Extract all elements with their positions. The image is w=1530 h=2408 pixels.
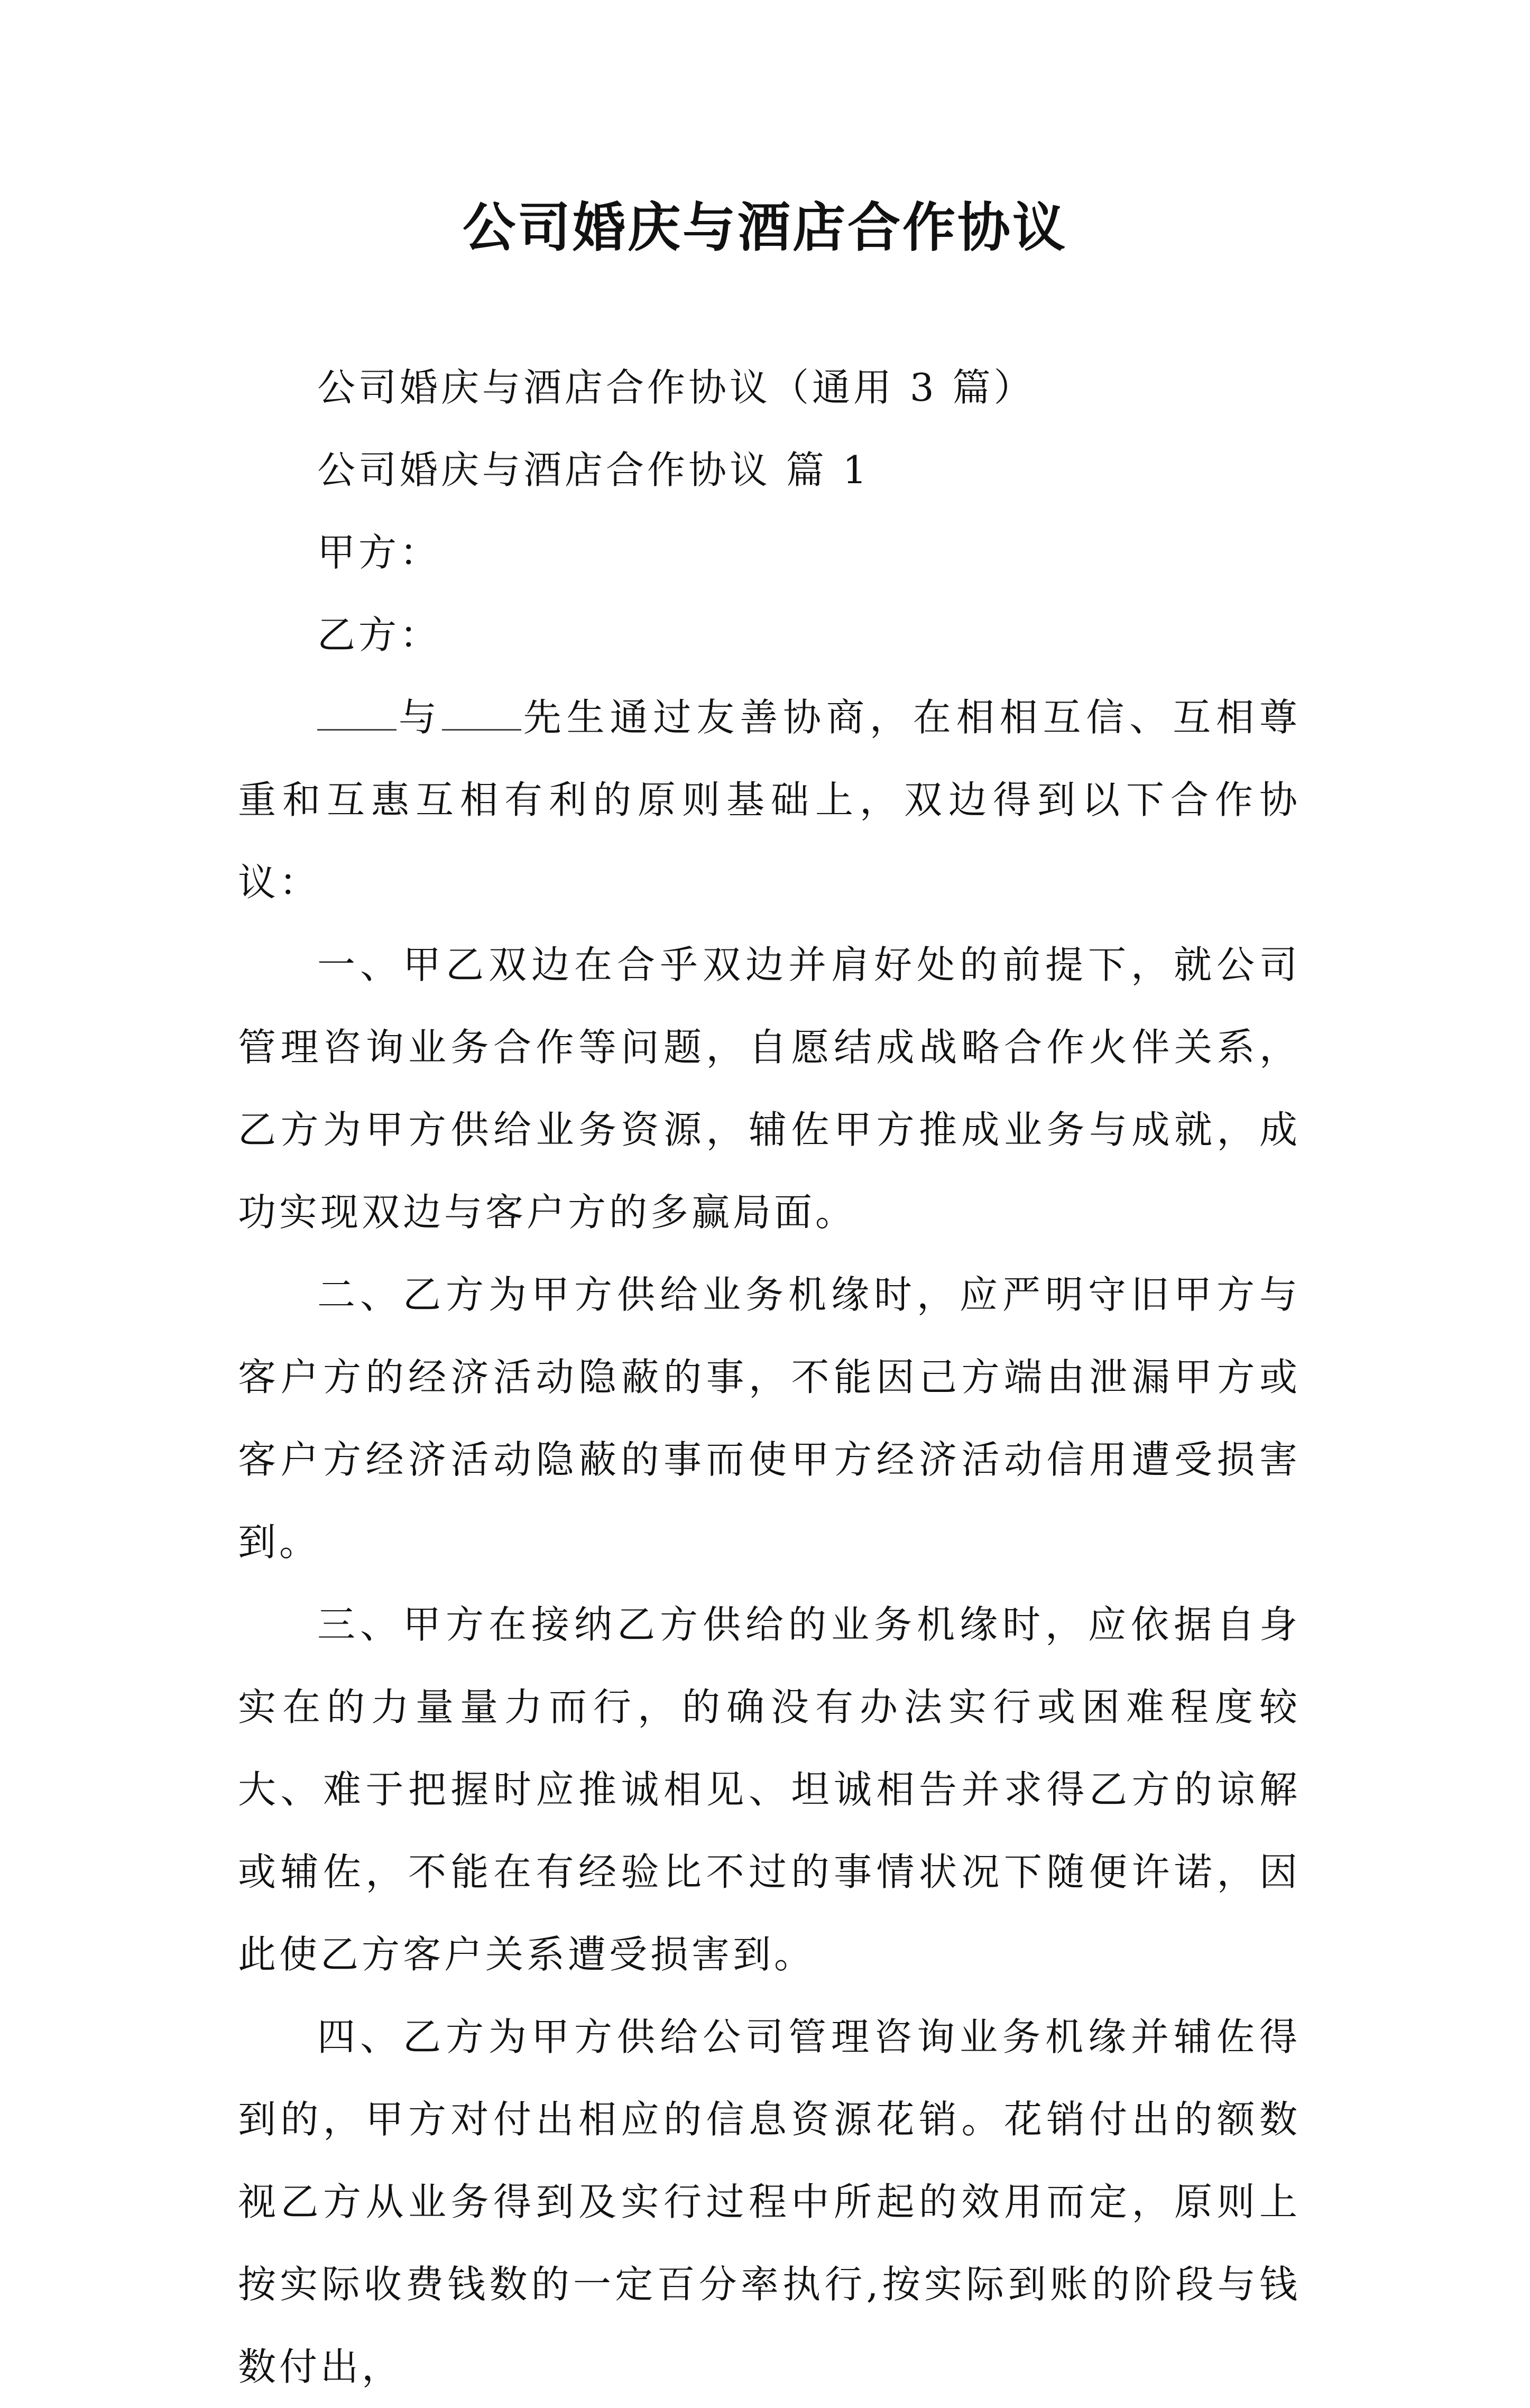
- party-b-label: 乙方：: [317, 613, 441, 657]
- blank-line-party-b: [442, 697, 521, 731]
- clause-4: 四、乙方为甲方供给公司管理咨询业务机缘并辅佐得到的，甲方对付出相应的信息资源花销。花销付出的额数视乙方从业务得到及实行过程中所起的效用而定，原则上按实际收费钱数的一定百分率执行,按实际到账的阶段与钱数付出，: [238, 2015, 1301, 2389]
- clause-3: 三、甲方在接纳乙方供给的业务机缘时，应依据自身实在的力量量力而行，的确没有办法实行或困难程度较大、难于把握时应推诚相见、坦诚相告并求得乙方的谅解或辅佐，不能在有经验比不过的事情状况下随便许诺，因此使乙方客户关系遭受损害到。: [238, 1602, 1301, 1977]
- intro-connector: 与: [397, 695, 442, 740]
- blank-line-party-a: [317, 697, 397, 731]
- clause-1: 一、甲乙双边在合乎双边并肩好处的前提下，就公司管理咨询业务合作等问题，自愿结成战略合作火伴关系，乙方为甲方供给业务资源，辅佐甲方推成业务与成就，成功实现双边与客户方的多赢局面。: [238, 943, 1301, 1234]
- document-subtitle: 公司婚庆与酒店合作协议（通用 3 篇）: [317, 365, 1035, 410]
- intro-text: 先生通过友善协商，在相相互信、互相尊重和互惠互相有利的原则基础上，双边得到以下合作协议：: [238, 695, 1301, 905]
- clause-2: 二、乙方为甲方供给业务机缘时，应严明守旧甲方与客户方的经济活动隐蔽的事，不能因己方端由泄漏甲方或客户方经济活动隐蔽的事而使甲方经济活动信用遭受损害到。: [238, 1272, 1301, 1564]
- document-title: 公司婚庆与酒店合作协议: [463, 196, 1067, 259]
- party-a-label: 甲方：: [317, 530, 441, 575]
- intro-paragraph: [238, 676, 1301, 924]
- document-body: [238, 346, 1301, 2408]
- section-heading: 公司婚庆与酒店合作协议 篇 1: [317, 448, 870, 492]
